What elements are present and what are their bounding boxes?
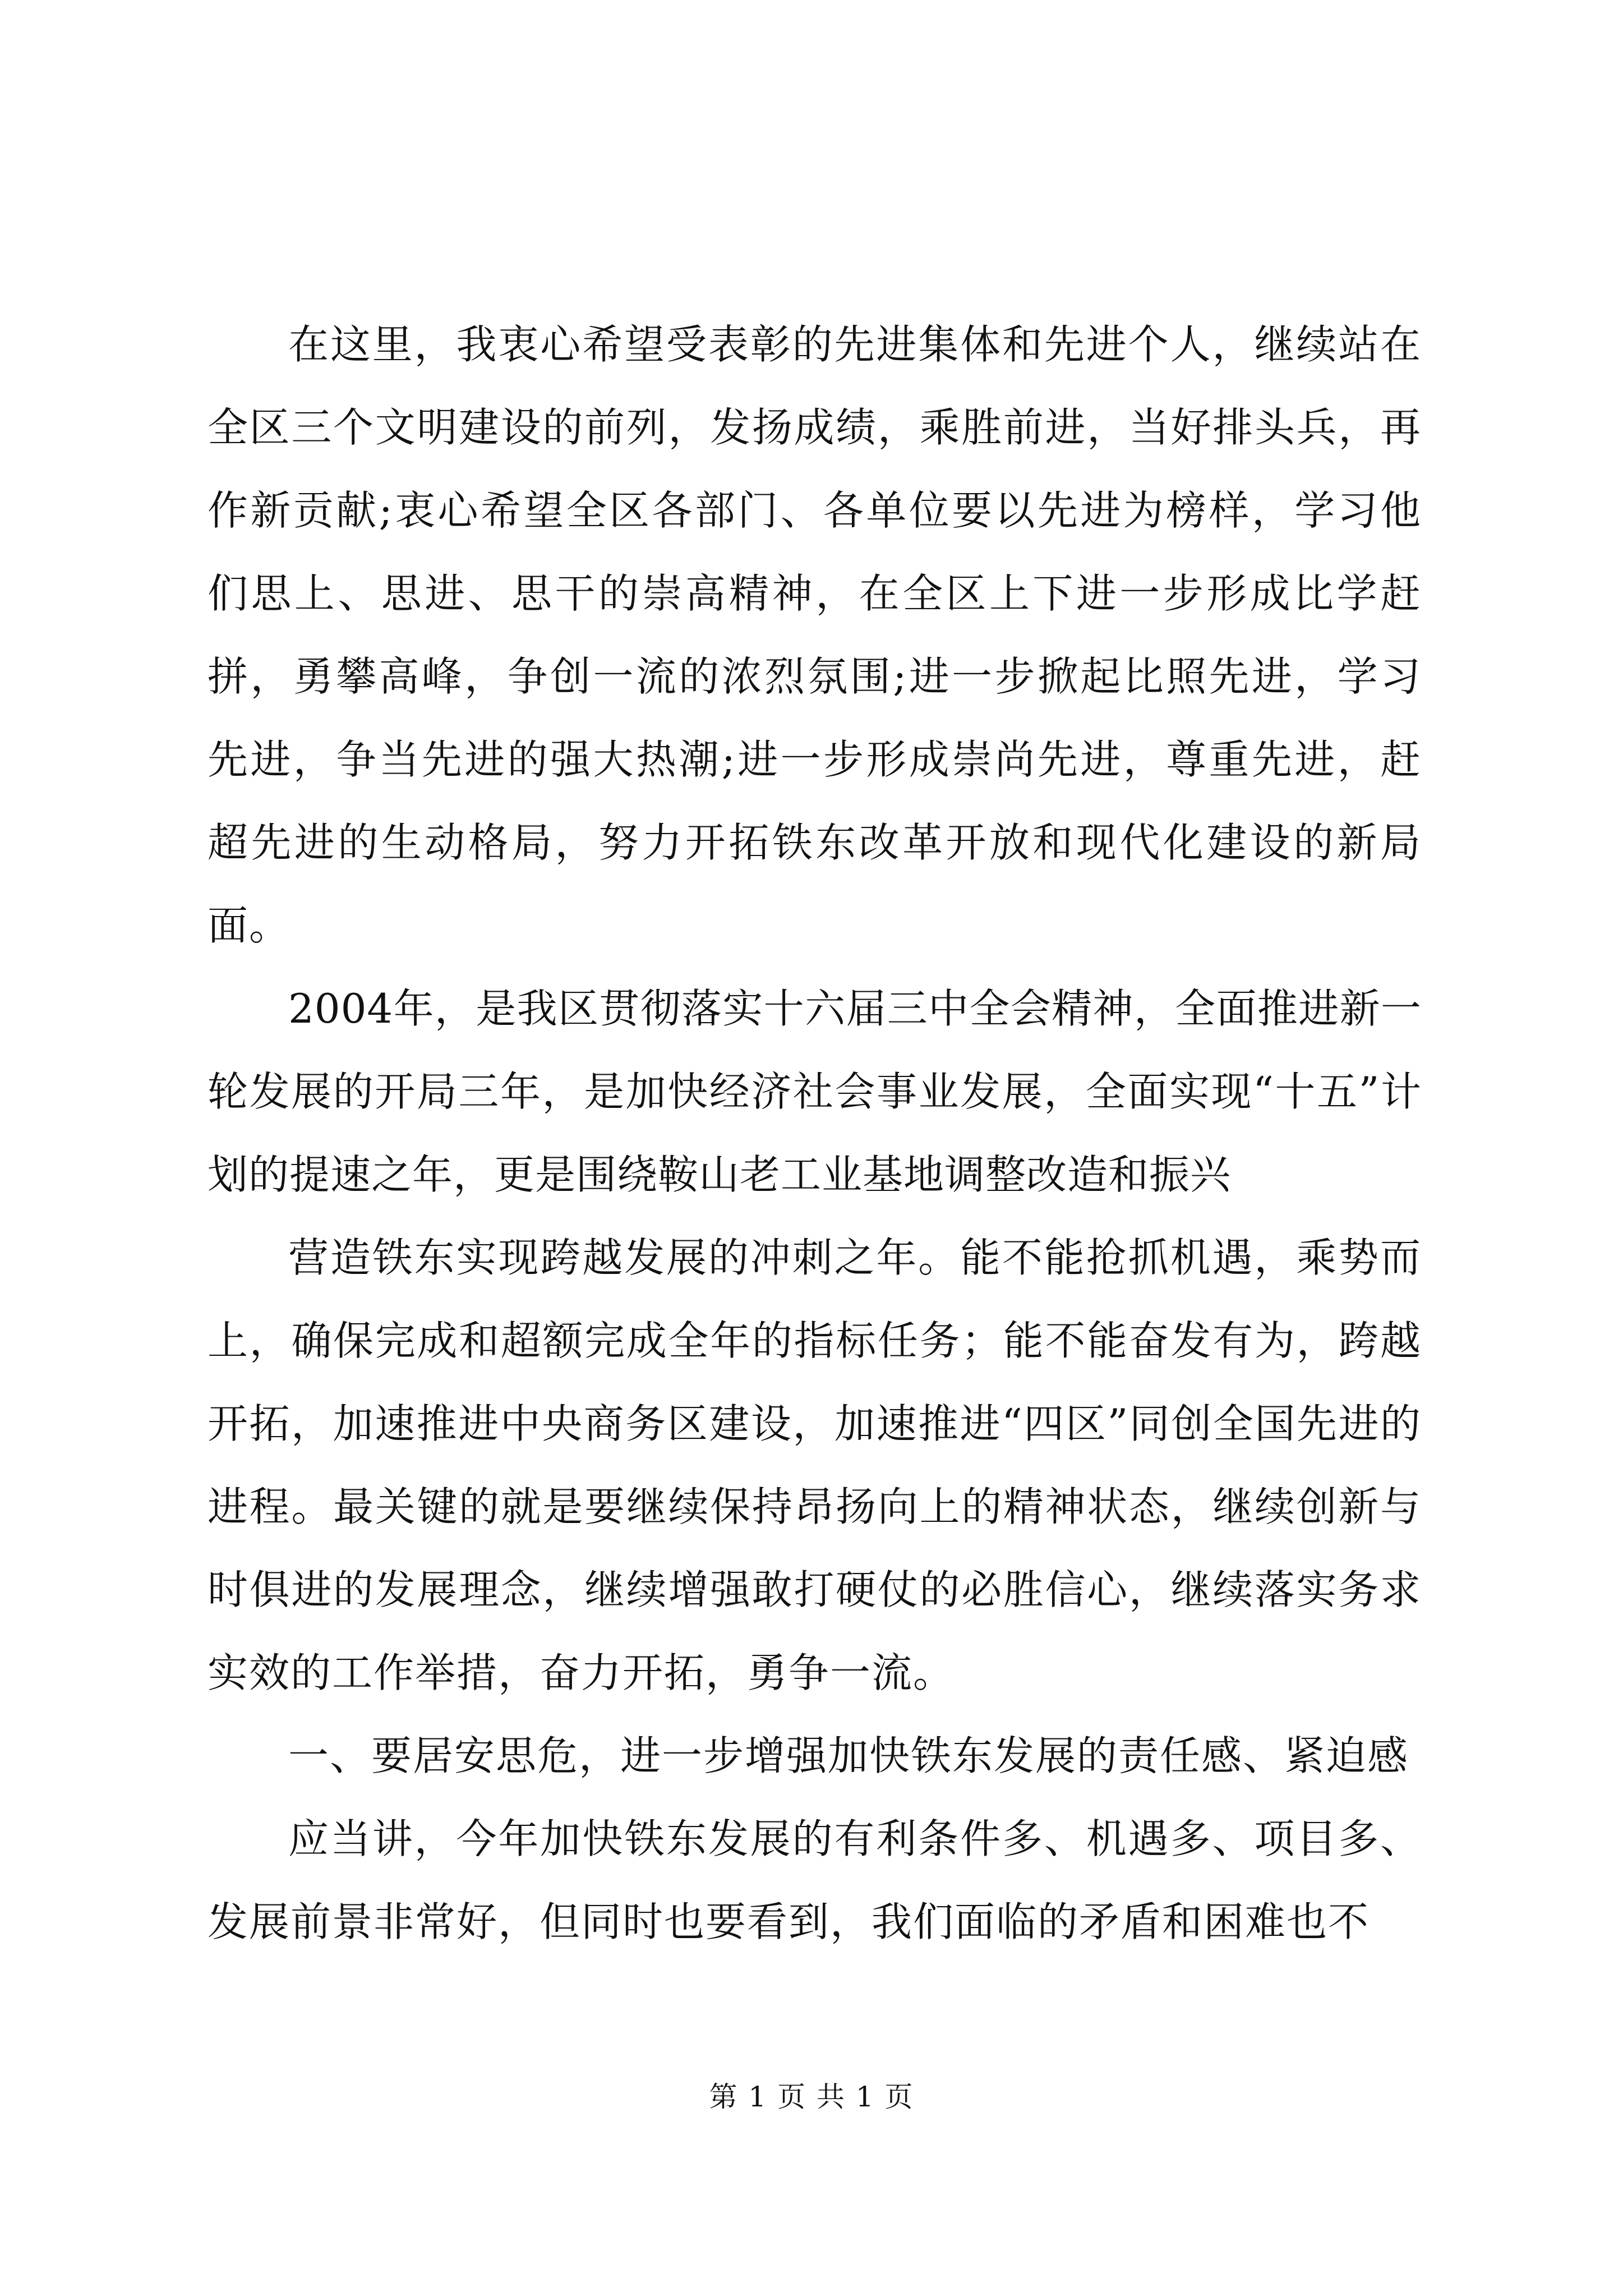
section-heading-one: 一、要居安思危，进一步增强加快铁东发展的责任感、紧迫感 <box>288 1732 1409 1779</box>
paragraph-conditions: 应当讲，今年加快铁东发展的有利条件多、机遇多、项目多、发展前景非常好，但同时也要看到，我们面临的矛盾和困难也不 <box>208 1815 1422 1945</box>
paragraph-commendation: 在这里，我衷心希望受表彰的先进集体和先进个人，继续站在全区三个文明建设的前列，发扬成绩，乘胜前进，当好排头兵，再作新贡献;衷心希望全区各部门、各单位要以先进为榜样，学习他们思上、思进、思干的崇高精神，在全区上下进一步形成比学赶拼，勇攀高峰，争创一流的浓烈氛围;进一步掀起比照先进，学习先进，争当先进的强大热潮;进一步形成崇尚先进，尊重先进，赶超先进的生动格局，努力开拓铁东改革开放和现代化建设的新局面。 <box>208 321 1422 949</box>
document-body <box>208 303 1422 1963</box>
paragraph-2004-overview: 2004年，是我区贯彻落实十六届三中全会精神，全面推进新一轮发展的开局三年，是加快经济社会事业发展，全面实现“十五”计划的提速之年，更是围绕鞍山老工业基地调整改造和振兴 <box>208 985 1422 1198</box>
page-footer: 第 1 页 共 1 页 <box>709 2081 914 2113</box>
paragraph-key-tasks: 营造铁东实现跨越发展的冲刺之年。能不能抢抓机遇，乘势而上，确保完成和超额完成全年的指标任务；能不能奋发有为，跨越开拓，加速推进中央商务区建设，加速推进“四区”同创全国先进的进程。最关键的就是要继续保持昂扬向上的精神状态，继续创新与时俱进的发展理念，继续增强敢打硬仗的必胜信心，继续落实务求实效的工作举措，奋力开拓，勇争一流。 <box>208 1234 1422 1696</box>
